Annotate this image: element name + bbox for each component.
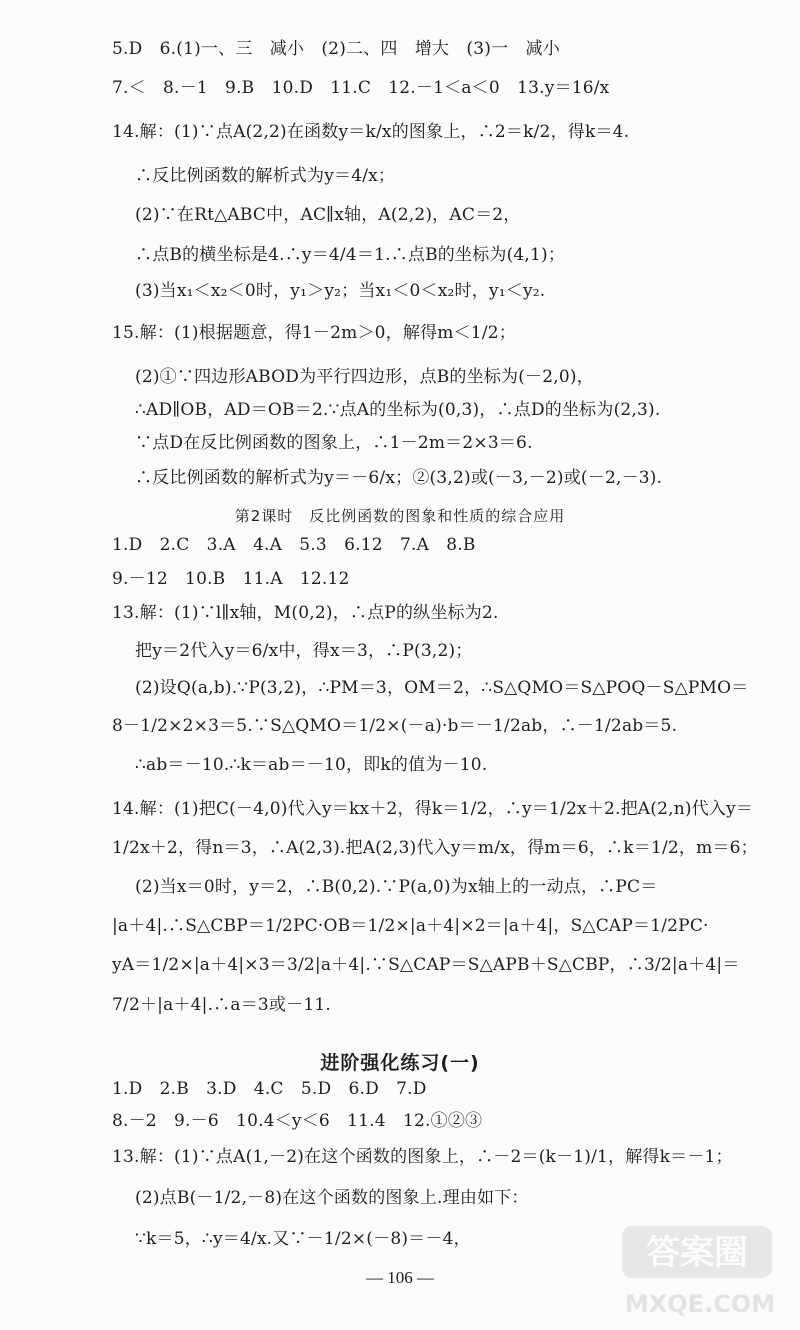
answer-line: 14.解：(1)∵点A(2,2)在函数y＝k/x的图象上，∴2＝k/2，得k＝4. [112, 122, 630, 142]
lesson-title: 第2课时 反比例函数的图象和性质的综合应用 [234, 507, 566, 525]
answer-line: 14.解：(1)把C(－4,0)代入y＝kx＋2，得k＝1/2，∴y＝1/2x＋2.把A(2,n)代入y＝ [112, 799, 754, 819]
answer-line: ∵点D在反比例函数的图象上，∴1－2m＝2×3＝6. [135, 433, 533, 453]
answer-line: ∴ab＝－10.∴k＝ab＝－10，即k的值为－10. [135, 755, 488, 775]
answer-line: 15.解：(1)根据题意，得1－2m＞0，解得m＜1/2； [112, 323, 516, 343]
page-number: — 106 — [366, 1268, 434, 1287]
answer-line: 7/2＋|a＋4|.∴a＝3或－11. [112, 995, 331, 1015]
watermark-logo [612, 1218, 790, 1328]
answer-line: (2)①∵四边形ABOD为平行四边形，点B的坐标为(－2,0)， [135, 367, 594, 387]
section-title: 进阶强化练习(一) [320, 1052, 480, 1074]
answer-line: 13.解：(1)∵点A(1,－2)在这个函数的图象上，∴－2＝(k－1)/1，解得k＝－1； [112, 1147, 733, 1167]
answer-line: ∵k＝5，∴y＝4/x.又∵－1/2×(－8)＝－4， [135, 1229, 471, 1249]
answer-line: (2)设Q(a,b).∵P(3,2)，∴PM＝3，OM＝2，∴S△QMO＝S△POQ－S△PMO＝ [135, 678, 749, 698]
answer-line: (2)当x＝0时，y＝2，∴B(0,2).∵P(a,0)为x轴上的一动点，∴PC＝ [135, 877, 658, 897]
svg-text:MXQE.COM: MXQE.COM [624, 1290, 776, 1318]
answer-line: (2)∵在Rt△ABC中，AC∥x轴，A(2,2)，AC＝2， [135, 205, 521, 225]
svg-text:答案圈: 答案圈 [646, 1233, 748, 1273]
answer-line: |a＋4|.∴S△CBP＝1/2PC·OB＝1/2×|a＋4|×2＝|a＋4|，S△CAP＝1/2PC· [112, 916, 709, 936]
answer-line: 1/2x＋2，得n＝3，∴A(2,3).把A(2,3)代入y＝m/x，得m＝6，∴k＝1/2，m＝6； [112, 838, 758, 858]
answer-line: 8.－2 9.－6 10.4＜y＜6 11.4 12.①②③ [112, 1111, 483, 1131]
answer-line: 8－1/2×2×3＝5.∵S△QMO＝1/2×(－a)·b＝－1/2ab，∴－1/2ab＝5. [112, 716, 678, 736]
answer-line: 把y＝2代入y＝6/x中，得x＝3，∴P(3,2)； [135, 641, 473, 661]
answer-line: 7.＜ 8.－1 9.B 10.D 11.C 12.－1＜a＜0 13.y＝16/x [112, 78, 610, 98]
answer-line: 1.D 2.C 3.A 4.A 5.3 6.12 7.A 8.B [112, 535, 476, 555]
answer-line: 9.－12 10.B 11.A 12.12 [112, 569, 350, 589]
answer-line: 5.D 6.(1)一、三 减小 (2)二、四 增大 (3)一 减小 [112, 39, 560, 59]
answer-line: ∴点B的横坐标是4.∴y＝4/4＝1.∴点B的坐标为(4,1)； [135, 245, 566, 265]
answer-line: (3)当x₁＜x₂＜0时，y₁＞y₂；当x₁＜0＜x₂时，y₁＜y₂. [135, 281, 546, 301]
answer-line: (2)点B(－1/2,－8)在这个函数的图象上.理由如下： [135, 1188, 529, 1208]
answer-line: ∴AD∥OB，AD＝OB＝2.∵点A的坐标为(0,3)，∴点D的坐标为(2,3). [135, 400, 661, 420]
answer-line: 1.D 2.B 3.D 4.C 5.D 6.D 7.D [112, 1079, 427, 1099]
answer-line: yA＝1/2×|a＋4|×3＝3/2|a＋4|.∵S△CAP＝S△APB＋S△CBP，∴3/2|a＋4|＝ [112, 955, 740, 975]
answer-line: 13.解：(1)∵l∥x轴，M(0,2)，∴点P的纵坐标为2. [112, 603, 499, 623]
answer-line: ∴反比例函数的解析式为y＝－6/x；②(3,2)或(－3,－2)或(－2,－3). [135, 468, 663, 488]
answer-line: ∴反比例函数的解析式为y＝4/x； [135, 166, 396, 186]
